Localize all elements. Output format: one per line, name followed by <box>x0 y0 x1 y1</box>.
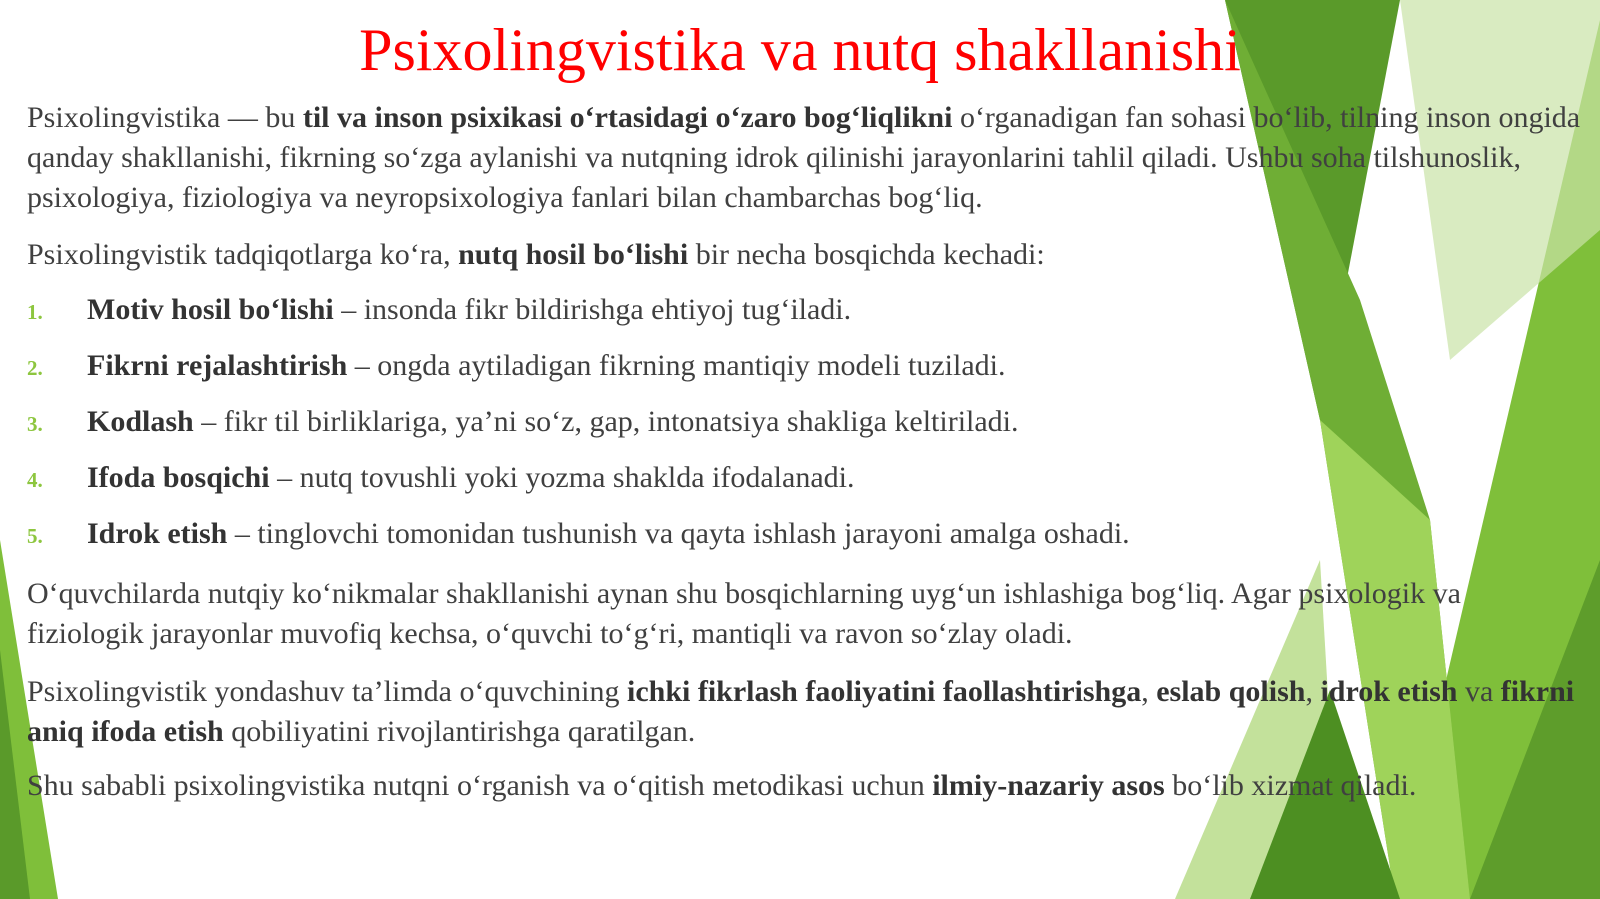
stage-desc: – nutq tovushli yoki yozma shaklda ifodalanadi. <box>269 461 855 494</box>
stage-item-5 <box>27 514 1567 554</box>
approach-text-1: Psixolingvistik yondashuv ta’limda o‘quvchining <box>27 675 627 708</box>
conclusion-text-1: Shu sababli psixolingvistika nutqni o‘rganish va o‘qitish metodikasi uchun <box>27 769 933 802</box>
intro-text-1: Psixolingvistika — bu <box>27 101 303 134</box>
intro-paragraph <box>27 98 1582 218</box>
stage-item-1 <box>27 290 1567 330</box>
stage-number: 3. <box>27 412 43 436</box>
stages-intro-paragraph <box>27 235 1582 275</box>
conclusion-bold: ilmiy-nazariy asos <box>932 769 1165 802</box>
approach-bold-4: fikrni aniq ifoda etish <box>27 675 1575 748</box>
stage-item-2 <box>27 346 1567 386</box>
approach-text-4: va <box>1457 675 1501 708</box>
stage-term: Motiv hosil bo‘lishi <box>87 293 334 326</box>
approach-text-3: , <box>1305 675 1321 708</box>
approach-paragraph <box>27 672 1582 752</box>
approach-bold-2: eslab qolish <box>1156 675 1306 708</box>
stage-number: 2. <box>27 356 43 380</box>
stage-desc: – fikr til birliklariga, ya’ni so‘z, gap, intonatsiya shakliga keltiriladi. <box>193 405 1019 438</box>
approach-bold-3: idrok etish <box>1320 675 1458 708</box>
stage-desc: – insonda fikr bildirishga ehtiyoj tug‘iladi. <box>333 293 852 326</box>
stage-number: 1. <box>27 300 43 324</box>
stage-number: 5. <box>27 524 43 548</box>
stage-term: Ifoda bosqichi <box>87 461 270 494</box>
stage-item-3 <box>27 402 1567 442</box>
intro-bold-1: til va inson psixikasi o‘rtasidagi o‘zaro bog‘liqlikni <box>302 101 953 134</box>
stage-desc: – tinglovchi tomonidan tushunish va qayta ishlash jarayoni amalga oshadi. <box>227 517 1130 550</box>
conclusion-text-2: bo‘lib xizmat qiladi. <box>1164 769 1417 802</box>
stages-intro-bold: nutq hosil bo‘lishi <box>458 238 689 271</box>
slide-title: Psixolingvistika va nutq shakllanishi <box>359 17 1241 83</box>
conclusion-paragraph <box>27 766 1582 806</box>
stage-term: Fikrni rejalashtirish <box>87 349 348 382</box>
intro-text-2: o‘rganadigan fan sohasi bo‘lib, tilning inson ongida qanday shakllanishi, fikrning so‘zga aylanishi va nutqning idrok qilinishi jarayonlarini tahlil qiladi. Ushbu soha tilshunoslik, psixologiya, fiziologiya va neyropsixologiya fanlari bilan chambarchas bog‘liq. <box>27 101 1581 214</box>
stage-number: 4. <box>27 468 43 492</box>
stages-intro-text-2: bir necha bosqichda kechadi: <box>688 238 1045 271</box>
stages-intro-text-1: Psixolingvistik tadqiqotlarga ko‘ra, <box>27 238 459 271</box>
approach-bold-1: ichki fikrlash faoliyatini faollashtirishga <box>626 675 1142 708</box>
stage-desc: – ongda aytiladigan fikrning mantiqiy modeli tuziladi. <box>347 349 1006 382</box>
stage-term: Kodlash <box>87 405 194 438</box>
approach-text-2: , <box>1141 675 1157 708</box>
stage-item-4 <box>27 458 1567 498</box>
skills-paragraph: O‘quvchilarda nutqiy ko‘nikmalar shakllanishi aynan shu bosqichlarning uyg‘un ishlashiga bog‘liq. Agar psixologik va fiziologik jarayonlar muvofiq kechsa, o‘quvchi to‘g‘ri, mantiqli va ravon so‘zlay oladi. <box>27 577 1461 650</box>
approach-text-5: qobiliyatini rivojlantirishga qaratilgan. <box>223 715 696 748</box>
stage-term: Idrok etish <box>87 517 228 550</box>
